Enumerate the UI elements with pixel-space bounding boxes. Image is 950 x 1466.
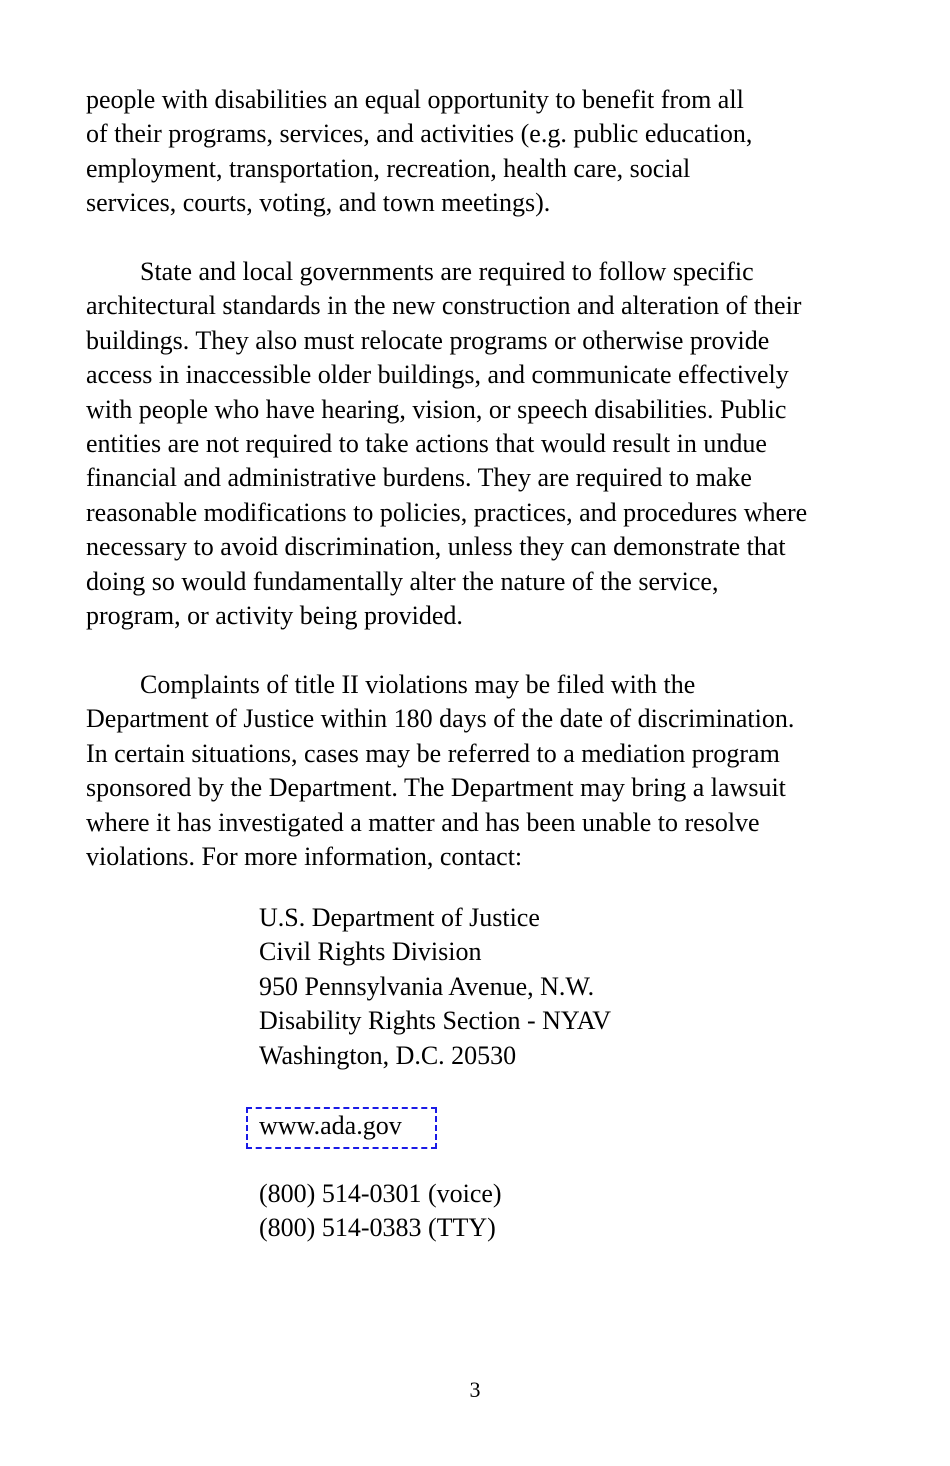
phone-tty: (800) 514-0383 (TTY)	[259, 1213, 496, 1243]
paragraph-line: access in inaccessible older buildings, and communicate effectively	[86, 360, 789, 390]
paragraph-line: doing so would fundamentally alter the nature of the service,	[86, 566, 719, 596]
paragraph-line: architectural standards in the new construction and alteration of their	[86, 291, 802, 321]
paragraph-line: sponsored by the Department. The Department may bring a lawsuit	[86, 773, 786, 803]
paragraph-line: violations. For more information, contact:	[86, 841, 523, 871]
contact-address	[259, 901, 611, 1073]
paragraph-line: reasonable modifications to policies, practices, and procedures where	[86, 497, 808, 527]
paragraph-line: services, courts, voting, and town meetings).	[86, 188, 551, 218]
address-line: U.S. Department of Justice	[259, 903, 540, 932]
address-line: Civil Rights Division	[259, 937, 482, 967]
paragraph-line: financial and administrative burdens. They are required to make	[86, 463, 752, 493]
paragraph-line: Complaints of title II violations may be filed with the	[140, 670, 696, 699]
website-link[interactable]: www.ada.gov	[259, 1111, 402, 1140]
paragraph-line: employment, transportation, recreation, health care, social	[86, 153, 691, 183]
paragraph-line: Department of Justice within 180 days of the date of discrimination.	[86, 704, 795, 734]
paragraph-line: In certain situations, cases may be referred to a mediation program	[86, 738, 780, 768]
paragraph-line: necessary to avoid discrimination, unless they can demonstrate that	[86, 532, 786, 562]
address-line: Disability Rights Section - NYAV	[259, 1006, 611, 1036]
paragraph-line: with people who have hearing, vision, or speech disabilities. Public	[86, 394, 787, 424]
page-number: 3	[469, 1377, 481, 1402]
paragraph-line: where it has investigated a matter and has been unable to resolve	[86, 807, 760, 837]
paragraph-line: people with disabilities an equal opportunity to benefit from all	[86, 85, 744, 114]
paragraph-line: of their programs, services, and activities (e.g. public education,	[86, 119, 753, 149]
paragraph-3	[86, 668, 886, 874]
address-line: Washington, D.C. 20530	[259, 1040, 517, 1070]
paragraph-1	[86, 83, 886, 221]
address-line: 950 Pennsylvania Avenue, N.W.	[259, 971, 595, 1001]
paragraph-line: entities are not required to take actions that would result in undue	[86, 428, 767, 458]
paragraph-line: State and local governments are required to follow specific	[140, 257, 754, 286]
paragraph-line: program, or activity being provided.	[86, 600, 463, 630]
phone-voice: (800) 514-0301 (voice)	[259, 1179, 502, 1208]
paragraph-2	[86, 255, 886, 633]
paragraph-line: buildings. They also must relocate programs or otherwise provide	[86, 325, 770, 355]
contact-phones	[259, 1177, 502, 1246]
